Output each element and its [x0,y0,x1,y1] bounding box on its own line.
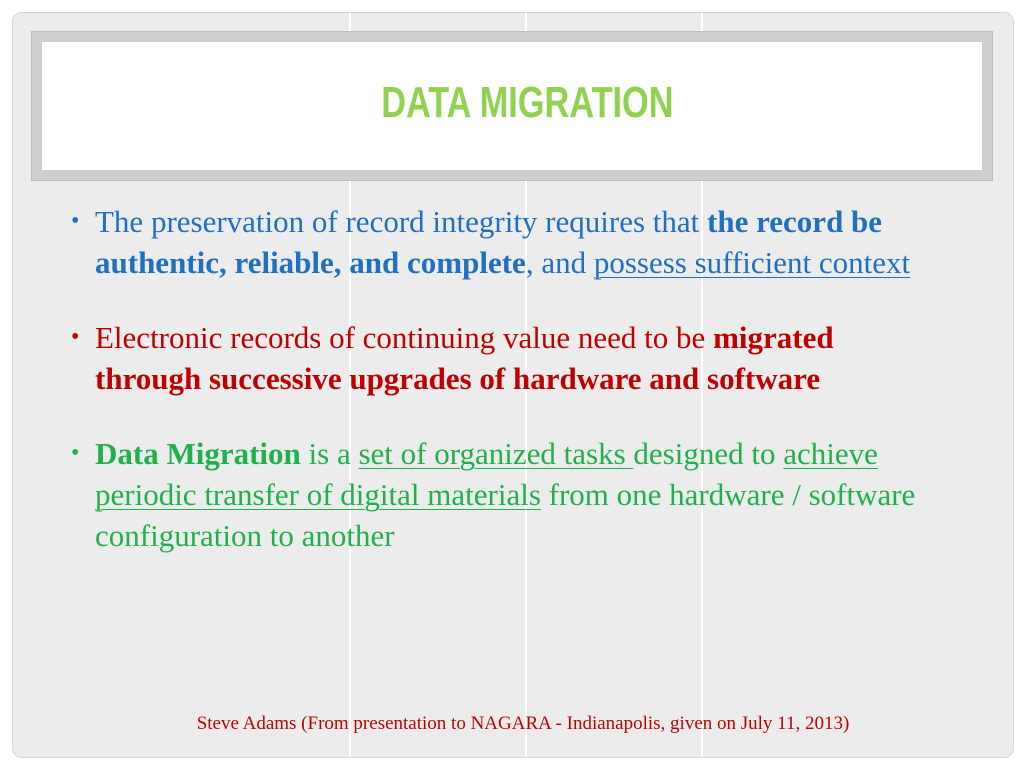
bullet-bold-text: Data Migration [95,436,301,471]
bullet-item-data-migration [71,433,941,556]
bullet-item-integrity [71,201,941,283]
bullet-underlined-text: set of organized tasks [358,436,634,471]
bullet-text: from one hardware / software configuration to another [95,477,916,553]
bullet-text: The preservation of record integrity requires that [95,204,708,239]
bullet-text: is a [300,436,359,471]
bullet-bold-text: migrated through successive upgrades of hardware and software [95,320,834,396]
bullet-item-electronic-records [71,317,941,399]
bullet-list [71,201,941,590]
bullet-underlined-text: achieve periodic transfer of digital materials [95,436,878,512]
title-panel [42,42,982,170]
bullet-marker: • [71,440,80,466]
bullet-text: designed to [633,436,784,471]
bullet-underlined-text: possess sufficient context [593,245,911,280]
bullet-marker: • [71,208,80,234]
title-frame [31,31,993,181]
bullet-bold-text: the record be authentic, reliable, and complete [95,204,883,280]
slide-title: DATA MIGRATION [381,78,674,127]
slide [12,12,1014,758]
bullet-text: , and [525,245,594,280]
bullet-marker: • [71,324,80,350]
bullet-text: Electronic records of continuing value need to be [95,320,714,355]
footer-citation: Steve Adams (From presentation to NAGARA - Indianapolis, given on July 11, 2013) [196,713,850,734]
